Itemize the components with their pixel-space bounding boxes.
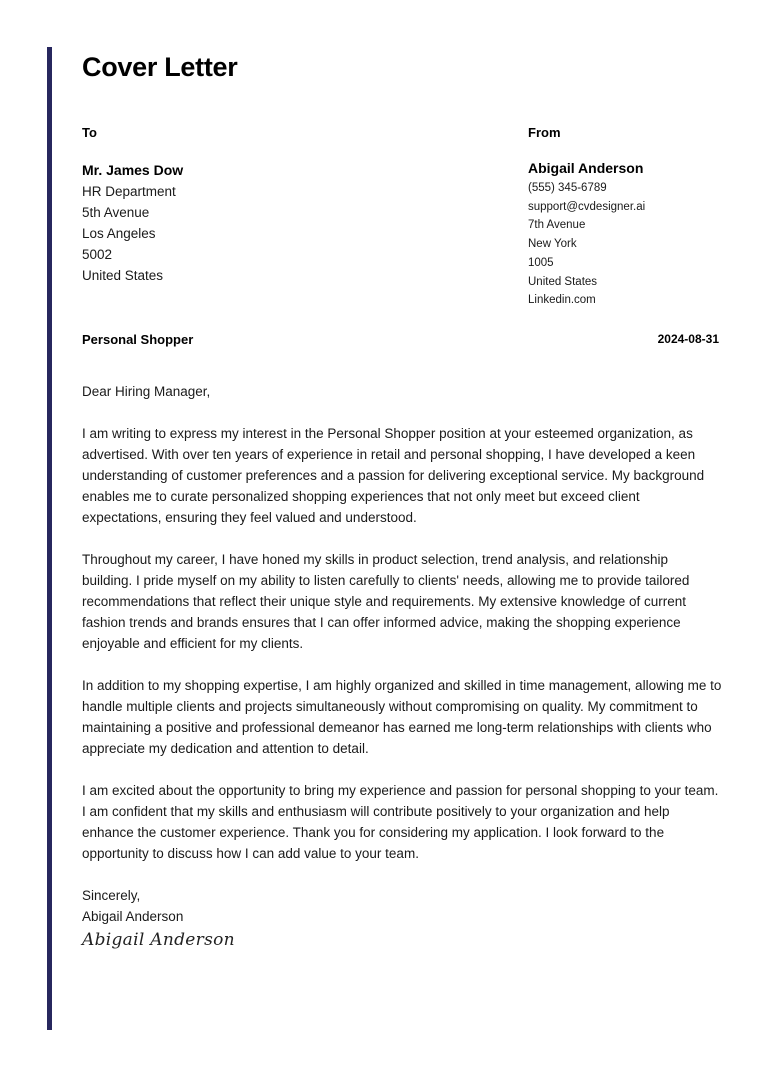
recipient-department: HR Department <box>82 184 176 199</box>
sender-block <box>528 160 645 310</box>
sender-name: Abigail Anderson <box>528 160 644 176</box>
recipient-name: Mr. James Dow <box>82 162 184 178</box>
page-title: Cover Letter <box>82 52 238 82</box>
paragraph-4: I am excited about the opportunity to bring my experience and passion for personal shopping to your team. I am confident that my skills and enthusiasm will contribute positively to your organization and help enhance the customer experience. Thank you for considering my application. I look forward to the opportunity to discuss how I can add value to your team. <box>82 783 719 861</box>
job-title: Personal Shopper <box>82 332 194 347</box>
paragraph-1: I am writing to express my interest in the Personal Shopper position at your esteemed organization, as advertised. With over ten years of experience in retail and personal shopping, I have developed a keen understanding of customer preferences and a passion for delivering exceptional service. My background enables me to curate personalized shopping experiences that not only meet but exceed client expectations, ensuring they feel valued and understood. <box>82 426 705 525</box>
sender-zip: 1005 <box>528 256 554 269</box>
recipient-street: 5th Avenue <box>82 205 150 220</box>
sender-street: 7th Avenue <box>528 219 586 232</box>
recipient-zip: 5002 <box>82 247 113 262</box>
sender-country: United States <box>528 275 598 288</box>
paragraph-2: Throughout my career, I have honed my skills in product selection, trend analysis, and relationship building. I pride myself on my ability to listen carefully to clients' needs, allowing me to provide tailored recommendations that reflect their unique style and requirements. My extensive knowledge of current fashion trends and brands ensures that I can offer informed advice, making the shopping experience enjoyable and efficient for my clients. <box>82 552 690 651</box>
sender-email: support@cvdesigner.ai <box>528 200 646 213</box>
sender-phone: (555) 345-6789 <box>528 182 607 194</box>
sender-city: New York <box>528 238 577 251</box>
signature: Abigail Anderson <box>82 930 235 950</box>
letter-date: 2024-08-31 <box>657 332 719 346</box>
paragraph-3: In addition to my shopping expertise, I am highly organized and skilled in time management, allowing me to handle multiple clients and projects simultaneously without compromising on quality. My commitment to maintaining a positive and professional demeanor has earned me long-term relationships with clients who appreciate my dedication and attention to detail. <box>82 678 722 756</box>
recipient-city: Los Angeles <box>82 226 156 241</box>
accent-bar <box>47 47 52 1030</box>
recipient-country: United States <box>82 268 164 283</box>
to-label: To <box>82 125 97 140</box>
closing: Sincerely, <box>82 888 141 903</box>
recipient-block <box>82 160 183 286</box>
sender-website: Linkedin.com <box>528 294 596 307</box>
from-label: From <box>528 125 561 140</box>
closing-name: Abigail Anderson <box>82 909 184 924</box>
salutation: Dear Hiring Manager, <box>82 384 211 399</box>
letter-body <box>82 381 722 927</box>
